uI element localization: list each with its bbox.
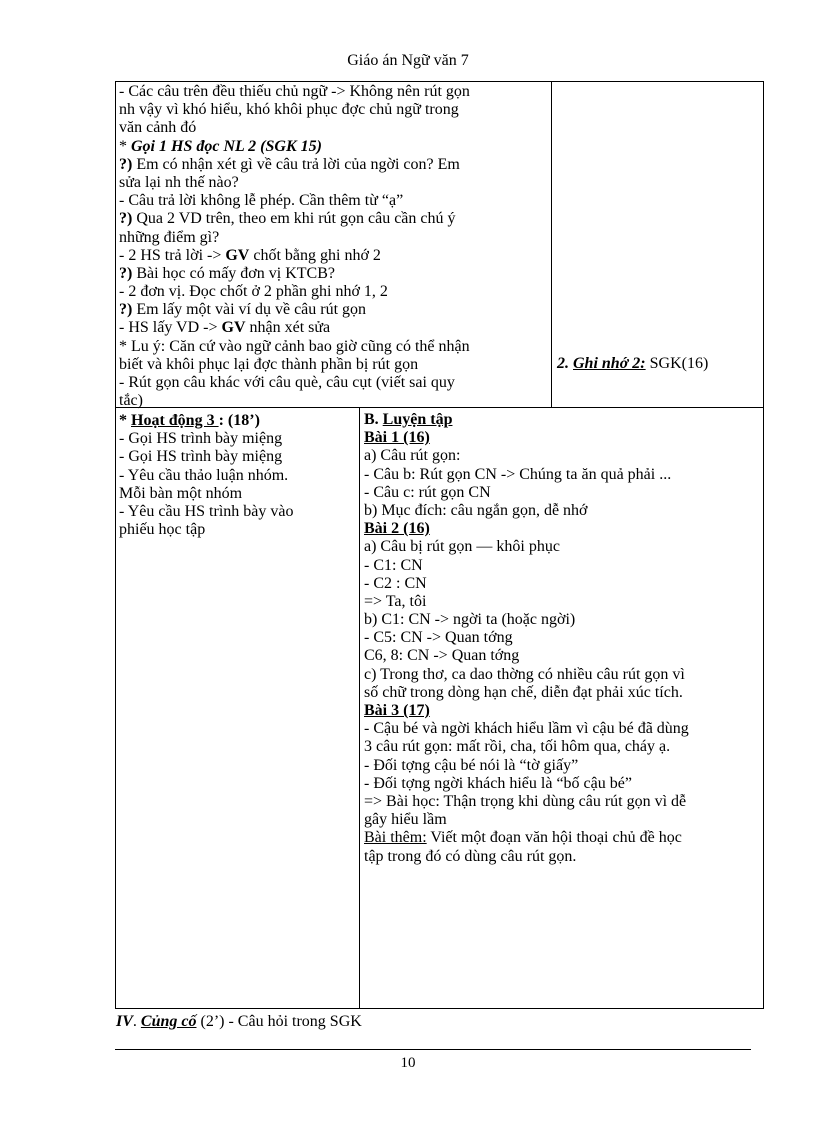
- row2-left-line: [119, 430, 357, 448]
- row1-left-line: [119, 101, 549, 119]
- row2-right-text-segment: c) Trong thơ, ca dao thờng có nhiều câu rút gọn vì: [364, 665, 685, 683]
- row1-left-text: [119, 83, 549, 410]
- row1-left-text-segment: sửa lại nh thế nào?: [119, 173, 239, 191]
- row1-left-text-segment: *: [119, 137, 131, 155]
- row2-left-line: [119, 485, 357, 503]
- row2-left-line: [119, 521, 357, 539]
- row2-right-text-segment: 3 câu rút gọn: mất rồi, cha, tối hôm qua, cháy ạ.: [364, 738, 671, 756]
- row2-right-text-segment: C6, 8: CN -> Quan tớng: [364, 647, 520, 665]
- row2-right-line: [364, 829, 760, 847]
- row2-right-line: [364, 411, 760, 429]
- row2-right-text-segment: Bài 2 (16): [364, 520, 430, 538]
- row1-left-text-segment: GV: [221, 319, 246, 337]
- row2-left-text-segment: *: [119, 412, 131, 429]
- row1-left-text-segment: Bài học có mấy đơn vị KTCB?: [132, 264, 335, 282]
- row2-right-line: [364, 848, 760, 866]
- row1-left-line: [119, 229, 549, 247]
- row2-right-line: [364, 593, 760, 611]
- row1-left-text-segment: Em có nhận xét gì về câu trả lời của ngời con? Em: [132, 155, 460, 173]
- row1-left-line: [119, 138, 549, 156]
- row1-left-text-segment: - Rút gọn câu khác với câu què, câu cụt (viết sai quy: [119, 374, 455, 391]
- row1-left-text-segment: Gọi 1 HS đọc NL 2 (SGK 15): [131, 137, 322, 155]
- row2-right-text-segment: Bài 1 (16): [364, 429, 430, 447]
- row2-left-text-segment: Mỗi bàn một nhóm: [119, 484, 243, 502]
- row2-left-text-segment: phiếu học tập: [119, 521, 206, 539]
- row1-left-text-segment: những điểm gì?: [119, 228, 220, 246]
- page-number: 10: [400, 1055, 416, 1071]
- row2-left-text-segment: - Gọi HS trình bày miệng: [119, 448, 283, 466]
- row1-left-text-segment: ?): [119, 155, 133, 173]
- row2-right-text-segment: Bài 3 (17): [364, 702, 430, 719]
- row2-right-text-segment: a) Câu bị rút gọn — khôi phục: [364, 538, 560, 556]
- row2-right-line: [364, 720, 760, 738]
- row1-left-line: [119, 283, 549, 301]
- row2-left-text-segment: - Yêu cầu HS trình bày vào: [119, 502, 294, 520]
- row2-right-line: [364, 538, 760, 556]
- row2-right-line: [364, 502, 760, 520]
- row2-right-text-segment: - C1: CN: [364, 556, 423, 574]
- row2-right-line: [364, 757, 760, 775]
- row2-right-line: [364, 738, 760, 756]
- section-rest: (2’) - Câu hỏi trong SGK: [196, 1013, 362, 1030]
- section-title: Củng cố: [140, 1013, 197, 1030]
- row1-left-text-segment: tắc): [119, 392, 143, 410]
- row2-right-text-segment: - Đối tợng ngời khách hiểu là “bố cậu bé”: [364, 774, 632, 792]
- row2-left-line: [119, 412, 357, 430]
- row2-right-text-segment: - C5: CN -> Quan tớng: [364, 629, 513, 647]
- row2-right-text: [364, 411, 760, 866]
- row1-left-text-segment: văn cảnh đó: [119, 119, 197, 137]
- row1-left-line: [119, 319, 549, 337]
- row1-left-text-segment: - Câu trả lời không lễ phép. Cần thêm từ “ạ”: [119, 192, 404, 210]
- row1-left-text-segment: Qua 2 VD trên, theo em khi rút gọn câu cần chú ý: [132, 210, 456, 228]
- row2-right-text-segment: số chữ trong dòng hạn chế, diễn đạt phải xúc tích.: [364, 683, 683, 701]
- row2-right-line: [364, 793, 760, 811]
- row2-right-text-segment: gây hiểu lầm: [364, 811, 447, 829]
- section-dot: .: [132, 1013, 141, 1030]
- row2-right-line: [364, 429, 760, 447]
- row1-left-text-segment: * Lu ý: Căn cứ vào ngữ cảnh bao giờ cũng có thể nhận: [119, 337, 470, 355]
- footer-rule: [115, 1049, 751, 1050]
- row1-left-text-segment: chốt bằng ghi nhớ 2: [249, 246, 381, 264]
- row2-right-line: [364, 447, 760, 465]
- row1-left-text-segment: - 2 HS trả lời ->: [119, 246, 226, 264]
- row1-left-line: [119, 156, 549, 174]
- row2-right-text-segment: B.: [364, 411, 383, 428]
- row2-left-text-segment: - Yêu cầu thảo luận nhóm.: [119, 466, 289, 484]
- row1-left-line: [119, 119, 549, 137]
- row2-right-line: [364, 557, 760, 575]
- row2-right-line: [364, 702, 760, 720]
- row1-left-text-segment: - 2 đơn vị. Đọc chốt ở 2 phần ghi nhớ 1, 2: [119, 283, 388, 301]
- row2-right-line: [364, 520, 760, 538]
- row2-right-line: [364, 629, 760, 647]
- row2-right-text-segment: b) C1: CN -> ngời ta (hoặc ngời): [364, 611, 576, 629]
- row2-right-line: [364, 484, 760, 502]
- memo-label: [557, 355, 646, 372]
- memo-text: SGK(16): [645, 355, 709, 372]
- row1-left-text-segment: biết và khôi phục lại đợc thành phần bị rút gọn: [119, 355, 419, 373]
- row1-left-text-segment: ?): [119, 210, 133, 228]
- row1-left-line: [119, 247, 549, 265]
- row1-left-line: [119, 83, 549, 101]
- row2-right-text-segment: - Câu b: Rút gọn CN -> Chúng ta ăn quả phải ...: [364, 465, 672, 483]
- row2-right-line: [364, 647, 760, 665]
- row1-left-line: [119, 301, 549, 319]
- section-iv: [116, 1013, 362, 1031]
- row2-right-text-segment: - Đối tợng cậu bé nói là “tờ giấy”: [364, 756, 579, 774]
- row1-left-line: [119, 265, 549, 283]
- row1-left-line: [119, 174, 549, 192]
- row1-left-text-segment: - HS lấy VD ->: [119, 319, 222, 337]
- row2-right-line: [364, 575, 760, 593]
- row1-right-text: [557, 355, 708, 373]
- page-header: Giáo án Ngữ văn 7: [347, 52, 469, 69]
- row2-right-line: [364, 666, 760, 684]
- row1-left-line: [119, 374, 549, 392]
- row2-left-text-segment: Hoạt động 3: [131, 412, 219, 429]
- row1-left-text-segment: nhận xét sửa: [245, 319, 331, 337]
- row2-right-line: [364, 611, 760, 629]
- row2-right-text-segment: a) Câu rút gọn:: [364, 447, 461, 465]
- row2-left-text: [119, 412, 357, 539]
- row2-left-text-segment: - Gọi HS trình bày miệng: [119, 430, 283, 448]
- row2-right-line: [364, 466, 760, 484]
- row2-right-line: [364, 684, 760, 702]
- row2-left-line: [119, 503, 357, 521]
- row1-left-text-segment: - Các câu trên đều thiếu chủ ngữ -> Không nên rút gọn: [119, 83, 470, 100]
- row2-right-text-segment: Bài thêm:: [364, 829, 427, 847]
- row2-right-text-segment: - Cậu bé và ngời khách hiểu lầm vì cậu bé đã dùng: [364, 720, 689, 738]
- row2-left-line: [119, 448, 357, 466]
- row1-left-line: [119, 192, 549, 210]
- row2-right-text-segment: => Bài học: Thận trọng khi dùng câu rút gọn vì dễ: [364, 792, 687, 810]
- row1-left-line: [119, 338, 549, 356]
- row1-left-line: [119, 210, 549, 228]
- section-roman: IV: [116, 1013, 133, 1030]
- row2-right-text-segment: => Ta, tôi: [364, 592, 427, 610]
- row2-right-text-segment: - Câu c: rút gọn CN: [364, 483, 491, 501]
- row2-right-text-segment: b) Mục đích: câu ngắn gọn, dễ nhớ: [364, 501, 588, 519]
- row2-right-text-segment: tập trong đó có dùng câu rút gọn.: [364, 847, 577, 865]
- memo-title: Ghi nhớ 2:: [573, 355, 646, 372]
- row1-left-text-segment: ?): [119, 301, 133, 319]
- memo-number: 2.: [557, 355, 573, 372]
- row2-right-text-segment: Viết một đoạn văn hội thoại chủ đề học: [426, 829, 682, 847]
- row1-left-text-segment: GV: [225, 246, 250, 264]
- row2-right-line: [364, 775, 760, 793]
- row1-left-text-segment: Em lấy một vài ví dụ về câu rút gọn: [132, 301, 367, 319]
- row1-left-text-segment: ?): [119, 264, 133, 282]
- row2-right-text-segment: - C2 : CN: [364, 574, 427, 592]
- row2-right-line: [364, 811, 760, 829]
- row1-left-text-segment: nh vậy vì khó hiểu, khó khôi phục đợc chủ ngữ trong: [119, 101, 459, 119]
- row2-left-line: [119, 467, 357, 485]
- row2-right-text-segment: Luyện tập: [382, 411, 453, 428]
- row2-left-text-segment: : (18’): [218, 412, 260, 429]
- row1-left-line: [119, 356, 549, 374]
